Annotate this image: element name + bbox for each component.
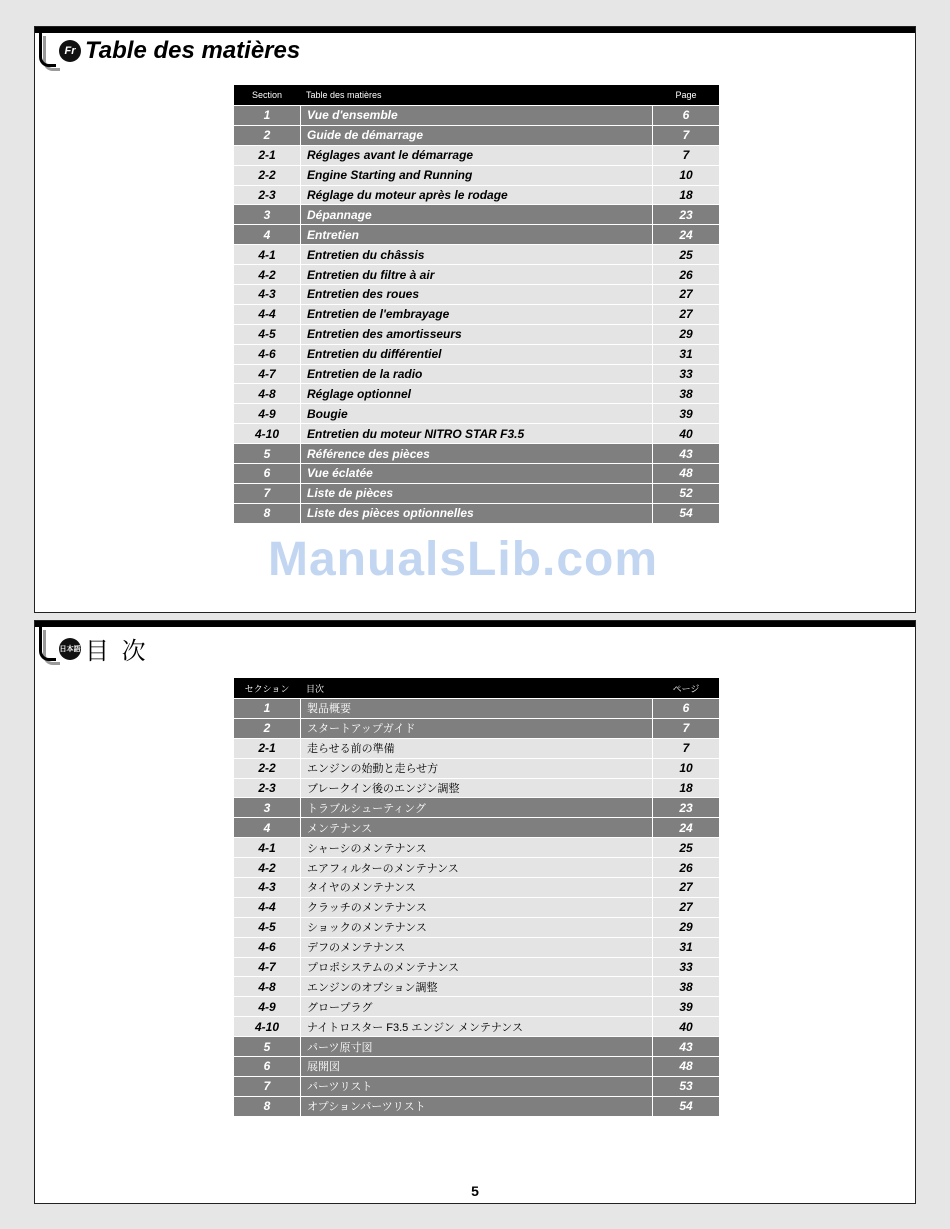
row-page-number: 27	[679, 880, 693, 895]
language-badge-jp: 日本語	[59, 638, 81, 660]
row-section-number: 7	[263, 486, 271, 501]
table-header	[234, 85, 719, 105]
toc-row	[234, 443, 719, 463]
row-section-number: 4-3	[258, 287, 276, 302]
table-body	[234, 698, 719, 1116]
row-title: ブレークイン後のエンジン調整	[300, 779, 653, 798]
row-title: Liste de pièces	[300, 484, 653, 503]
row-section-number: 4-4	[258, 307, 276, 322]
toc-row	[234, 105, 719, 125]
toc-row	[234, 718, 719, 738]
row-section-number: 4-10	[254, 1019, 280, 1034]
page-title-jp: 目 次	[85, 638, 149, 665]
row-section-number: 4-10	[254, 426, 280, 441]
row-page-number: 40	[679, 1019, 693, 1034]
row-title: Réglage du moteur après le rodage	[300, 186, 653, 205]
row-section-number: 4-6	[258, 347, 276, 362]
toc-row	[234, 185, 719, 205]
row-page-number: 7	[682, 148, 690, 163]
row-section-number: 8	[263, 1099, 271, 1114]
row-page-number: 18	[679, 188, 693, 202]
row-page-number: 6	[682, 701, 690, 716]
row-title: エンジンの始動と走らせ方	[300, 759, 653, 778]
row-title: Guide de démarrage	[300, 126, 653, 145]
row-page-number: 38	[679, 386, 693, 401]
row-page-number: 29	[679, 327, 693, 342]
row-page-number: 54	[679, 1099, 693, 1114]
toc-row	[234, 383, 719, 403]
toc-row	[234, 463, 719, 483]
row-section-number: 4-7	[258, 960, 276, 975]
header-section: Section	[251, 90, 283, 100]
toc-row	[234, 778, 719, 798]
toc-table-jp	[234, 678, 719, 1116]
toc-row	[234, 1016, 719, 1036]
row-page-number: 39	[679, 999, 693, 1014]
row-page-number: 52	[679, 486, 693, 501]
toc-row	[234, 1036, 719, 1056]
row-title: 展開図	[300, 1057, 653, 1076]
row-section-number: 4-8	[258, 979, 276, 994]
row-title: ナイトロスター F3.5 エンジン メンテナンス	[300, 1017, 653, 1036]
corner-mark	[39, 32, 56, 67]
row-page-number: 23	[679, 800, 693, 815]
row-page-number: 10	[679, 761, 693, 776]
row-title: Entretien du différentiel	[300, 345, 653, 364]
row-title: Référence des pièces	[300, 444, 653, 463]
row-title: Entretien des roues	[300, 285, 653, 304]
toc-row	[234, 897, 719, 917]
row-section-number: 4-5	[258, 920, 276, 935]
row-section-number: 4-8	[258, 386, 276, 401]
row-title: メンテナンス	[300, 818, 653, 837]
table-body	[234, 105, 719, 523]
toc-row	[234, 304, 719, 324]
toc-row	[234, 483, 719, 503]
toc-row	[234, 738, 719, 758]
row-section-number: 5	[263, 1039, 271, 1054]
row-section-number: 4-4	[258, 900, 276, 915]
row-section-number: 1	[263, 701, 271, 716]
row-page-number: 24	[679, 227, 693, 242]
corner-mark	[39, 626, 56, 661]
row-section-number: 5	[263, 446, 271, 461]
row-page-number: 53	[679, 1079, 693, 1094]
row-section-number: 4-3	[258, 880, 276, 895]
row-page-number: 7	[682, 128, 690, 143]
row-title: Vue éclatée	[300, 464, 653, 483]
toc-panel-fr	[34, 26, 916, 613]
toc-row	[234, 125, 719, 145]
row-section-number: 4-9	[258, 999, 276, 1014]
row-page-number: 48	[679, 1059, 693, 1074]
row-title: オプションパーツリスト	[300, 1097, 653, 1116]
row-title: パーツ原寸図	[300, 1037, 653, 1056]
toc-row	[234, 996, 719, 1016]
row-title: ショックのメンテナンス	[300, 918, 653, 937]
toc-row	[234, 797, 719, 817]
row-title: クラッチのメンテナンス	[300, 898, 653, 917]
row-section-number: 2-2	[258, 761, 276, 776]
panel-top-bar	[35, 27, 915, 33]
row-section-number: 4-1	[258, 840, 276, 855]
toc-row	[234, 877, 719, 897]
row-title: Engine Starting and Running	[300, 166, 653, 185]
row-page-number: 39	[679, 406, 693, 421]
row-section-number: 2	[263, 128, 271, 143]
row-title: 走らせる前の準備	[300, 739, 653, 758]
row-section-number: 2-1	[258, 148, 276, 163]
row-section-number: 6	[263, 466, 271, 481]
toc-row	[234, 403, 719, 423]
header-page: Page	[675, 90, 697, 100]
row-title: Liste des pièces optionnelles	[300, 504, 653, 523]
row-page-number: 27	[679, 287, 693, 302]
row-section-number: 4-2	[258, 267, 276, 282]
toc-table-fr	[234, 85, 719, 523]
toc-row	[234, 284, 719, 304]
row-page-number: 25	[679, 247, 693, 262]
toc-panel-jp	[34, 620, 916, 1204]
row-title: トラブルシューティング	[300, 798, 653, 817]
row-page-number: 43	[679, 1039, 693, 1054]
toc-row	[234, 1096, 719, 1116]
row-title: パーツリスト	[300, 1077, 653, 1096]
toc-row	[234, 364, 719, 384]
row-title: グロープラグ	[300, 997, 653, 1016]
toc-row	[234, 204, 719, 224]
section-heading-jp	[59, 631, 149, 666]
row-page-number: 6	[682, 108, 690, 123]
row-title: Dépannage	[300, 205, 653, 224]
row-section-number: 3	[263, 207, 271, 222]
row-title: Entretien du filtre à air	[300, 265, 653, 284]
row-page-number: 25	[679, 840, 693, 855]
row-page-number: 7	[682, 741, 690, 756]
row-section-number: 4	[263, 820, 271, 835]
row-title: スタートアップガイド	[300, 719, 653, 738]
row-page-number: 7	[682, 721, 690, 736]
row-title: Entretien du châssis	[300, 245, 653, 264]
row-section-number: 4-9	[258, 406, 276, 421]
row-title: Entretien	[300, 225, 653, 244]
row-section-number: 2-3	[258, 188, 276, 202]
row-page-number: 31	[679, 940, 693, 955]
header-section: セクション	[244, 683, 290, 694]
toc-row	[234, 165, 719, 185]
row-section-number: 4-1	[258, 247, 276, 262]
row-page-number: 26	[679, 860, 693, 875]
row-page-number: 48	[679, 466, 693, 481]
row-section-number: 2-3	[258, 781, 276, 795]
row-title: Réglage optionnel	[300, 384, 653, 403]
row-title: Bougie	[300, 404, 653, 423]
row-section-number: 4-7	[258, 367, 276, 382]
toc-row	[234, 817, 719, 837]
row-page-number: 27	[679, 900, 693, 915]
row-page-number: 38	[679, 979, 693, 994]
row-title: タイヤのメンテナンス	[300, 878, 653, 897]
toc-row	[234, 937, 719, 957]
watermark: ManualsLib.com	[268, 533, 659, 586]
row-page-number: 26	[679, 267, 693, 282]
toc-row	[234, 857, 719, 877]
toc-row	[234, 976, 719, 996]
page-title-fr: Table des matières	[85, 37, 301, 64]
table-header	[234, 678, 719, 698]
row-section-number: 3	[263, 800, 271, 815]
toc-row	[234, 503, 719, 523]
row-page-number: 23	[679, 207, 693, 222]
header-title: 目次	[306, 683, 325, 694]
toc-row	[234, 244, 719, 264]
row-section-number: 1	[263, 108, 271, 123]
row-section-number: 4-5	[258, 327, 276, 342]
panel-top-bar	[35, 621, 915, 627]
row-section-number: 2	[263, 721, 271, 736]
toc-row	[234, 957, 719, 977]
toc-row	[234, 917, 719, 937]
row-title: シャーシのメンテナンス	[300, 838, 653, 857]
page-number: 5	[471, 1183, 479, 1199]
row-section-number: 2-1	[258, 741, 276, 756]
row-title: プロポシステムのメンテナンス	[300, 958, 653, 977]
section-heading-fr	[59, 37, 300, 65]
toc-row	[234, 1076, 719, 1096]
row-section-number: 6	[263, 1059, 271, 1074]
row-section-number: 4	[263, 227, 271, 242]
row-page-number: 43	[679, 446, 693, 461]
row-page-number: 18	[679, 781, 693, 795]
row-title: Entretien des amortisseurs	[300, 325, 653, 344]
row-page-number: 33	[679, 960, 693, 975]
row-title: Réglages avant le démarrage	[300, 146, 653, 165]
toc-row	[234, 1056, 719, 1076]
row-title: エンジンのオプション調整	[300, 977, 653, 996]
row-page-number: 40	[679, 426, 693, 441]
toc-row	[234, 324, 719, 344]
row-title: 製品概要	[300, 699, 653, 718]
row-page-number: 27	[679, 307, 693, 322]
row-section-number: 7	[263, 1079, 271, 1094]
row-title: Entretien de l'embrayage	[300, 305, 653, 324]
toc-row	[234, 698, 719, 718]
row-page-number: 24	[679, 820, 693, 835]
row-page-number: 33	[679, 367, 693, 382]
toc-row	[234, 224, 719, 244]
row-section-number: 4-6	[258, 940, 276, 955]
toc-row	[234, 758, 719, 778]
row-section-number: 8	[263, 506, 271, 521]
row-title: Entretien du moteur NITRO STAR F3.5	[300, 424, 653, 443]
row-page-number: 10	[679, 168, 693, 183]
row-title: エアフィルターのメンテナンス	[300, 858, 653, 877]
row-section-number: 2-2	[258, 168, 276, 183]
header-title: Table des matières	[306, 90, 382, 100]
toc-row	[234, 423, 719, 443]
toc-row	[234, 837, 719, 857]
language-badge-fr: Fr	[59, 40, 81, 62]
toc-row	[234, 264, 719, 284]
row-page-number: 54	[679, 506, 693, 521]
toc-row	[234, 344, 719, 364]
row-title: Vue d'ensemble	[300, 106, 653, 125]
header-page: ページ	[672, 683, 700, 694]
row-title: Entretien de la radio	[300, 365, 653, 384]
row-page-number: 29	[679, 920, 693, 935]
row-page-number: 31	[679, 347, 693, 362]
toc-row	[234, 145, 719, 165]
row-section-number: 4-2	[258, 860, 276, 875]
row-title: デフのメンテナンス	[300, 938, 653, 957]
